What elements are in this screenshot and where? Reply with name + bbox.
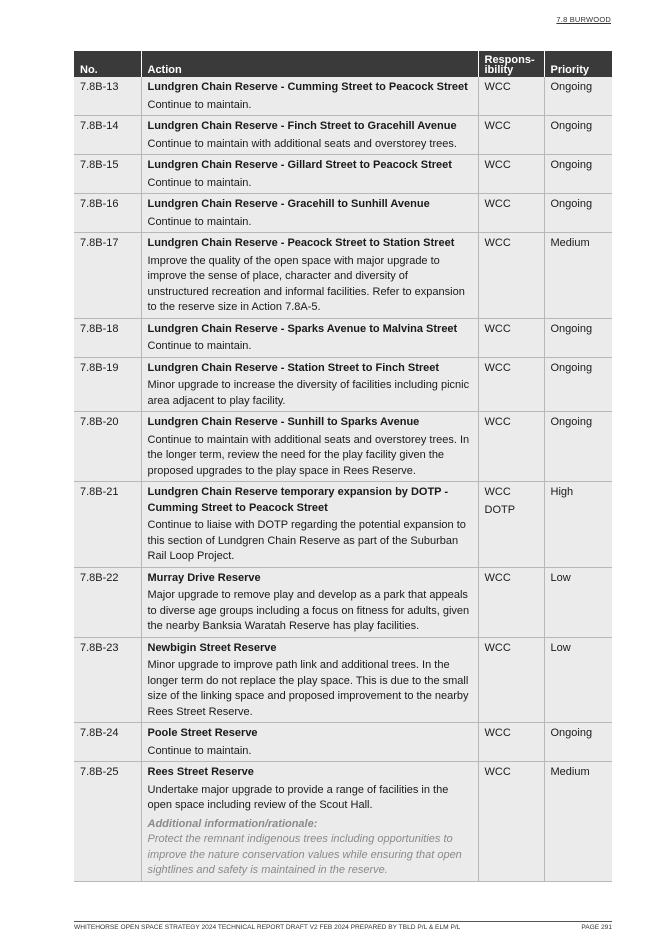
action-title: Rees Street Reserve	[147, 766, 254, 778]
resp-header-line1: Respons-	[484, 54, 535, 66]
section-reference: 7.8 BURWOOD	[556, 15, 611, 24]
column-header-no: No.	[74, 51, 141, 77]
responsible-party: WCC	[484, 571, 511, 584]
column-header-action: Action	[141, 51, 478, 77]
table-row	[74, 482, 612, 568]
action-title: Poole Street Reserve	[147, 727, 258, 739]
priority-cell: Medium	[544, 762, 612, 882]
action-number: 7.8B-18	[74, 318, 141, 357]
priority-cell: Ongoing	[544, 412, 612, 482]
action-cell	[141, 567, 478, 637]
responsibility-cell	[478, 155, 544, 194]
responsible-party: WCC	[484, 486, 511, 498]
table-row	[74, 77, 612, 116]
responsibility-cell	[478, 567, 544, 637]
resp-header-line2: ibility	[484, 64, 514, 76]
table-row	[74, 637, 612, 723]
action-number: 7.8B-25	[74, 762, 141, 882]
action-number: 7.8B-20	[74, 412, 141, 482]
action-cell	[141, 318, 478, 357]
table-row	[74, 412, 612, 482]
action-title: Lundgren Chain Reserve temporary expansion by DOTP - Cumming Street to Peacock Street	[147, 486, 449, 514]
action-description: Continue to maintain with additional seats and overstorey trees.	[147, 137, 457, 150]
rationale-text: Protect the remnant indigenous trees including opportunities to improve the nature conservation values while ensuring that open sightlines and safety is maintained in the reserve.	[147, 833, 462, 876]
priority-cell: Ongoing	[544, 194, 612, 233]
responsibility-cell	[478, 233, 544, 319]
actions-table	[74, 51, 612, 882]
action-description: Continue to maintain.	[147, 744, 252, 757]
action-cell	[141, 482, 478, 568]
action-title: Lundgren Chain Reserve - Station Street to Finch Street	[147, 361, 440, 374]
responsible-party: WCC	[484, 416, 511, 428]
table-header-row	[74, 51, 612, 77]
footer-page-number: PAGE 291	[581, 924, 612, 931]
action-description: Continue to maintain.	[147, 176, 252, 189]
action-number: 7.8B-19	[74, 357, 141, 412]
action-cell	[141, 357, 478, 412]
responsible-party: WCC	[484, 361, 511, 374]
action-number: 7.8B-23	[74, 637, 141, 723]
action-cell	[141, 233, 478, 319]
table-row	[74, 233, 612, 319]
action-cell	[141, 762, 478, 882]
table-row	[74, 357, 612, 412]
action-number: 7.8B-21	[74, 482, 141, 568]
priority-cell: Ongoing	[544, 723, 612, 762]
responsibility-cell	[478, 194, 544, 233]
action-cell	[141, 116, 478, 155]
action-cell	[141, 77, 478, 116]
priority-cell: Ongoing	[544, 155, 612, 194]
action-cell	[141, 194, 478, 233]
action-description: Continue to maintain with additional seats and overstorey trees. In the longer term, review the need for the play facility given the proposed upgrades to the play space in Rees Reserve.	[147, 433, 470, 477]
action-title: Lundgren Chain Reserve - Gracehill to Sunhill Avenue	[147, 198, 430, 210]
action-title: Lundgren Chain Reserve - Gillard Street to Peacock Street	[147, 159, 452, 171]
action-description: Minor upgrade to increase the diversity of facilities including picnic area adjacent to play facility.	[147, 379, 470, 407]
action-title: Lundgren Chain Reserve - Peacock Street to Station Street	[147, 237, 455, 249]
rationale-heading: Additional information/rationale:	[147, 817, 318, 830]
action-cell	[141, 412, 478, 482]
action-cell	[141, 637, 478, 723]
table-row	[74, 567, 612, 637]
action-number: 7.8B-14	[74, 116, 141, 155]
action-title: Lundgren Chain Reserve - Finch Street to Gracehill Avenue	[147, 120, 457, 132]
priority-cell: Low	[544, 567, 612, 637]
responsibility-cell	[478, 482, 544, 568]
responsible-party: WCC	[484, 120, 511, 132]
responsible-party: WCC	[484, 159, 511, 171]
responsibility-cell	[478, 412, 544, 482]
action-title: Murray Drive Reserve	[147, 571, 261, 584]
responsibility-cell	[478, 77, 544, 116]
priority-cell: Low	[544, 637, 612, 723]
action-cell	[141, 723, 478, 762]
table-row	[74, 116, 612, 155]
action-description: Minor upgrade to improve path link and additional trees. In the longer term do not replace the play space. This is due to the small size of the linking space and proposed improvement to the nearby Rees Street Reserve.	[147, 659, 469, 718]
responsibility-cell	[478, 762, 544, 882]
priority-cell: Ongoing	[544, 318, 612, 357]
table-row	[74, 155, 612, 194]
priority-cell: Ongoing	[544, 357, 612, 412]
responsibility-cell	[478, 318, 544, 357]
action-number: 7.8B-24	[74, 723, 141, 762]
action-description: Continue to liaise with DOTP regarding the potential expansion to this section of Lundgren Chain Reserve as part of the Suburban Rail Loop Project.	[147, 519, 466, 562]
action-number: 7.8B-16	[74, 194, 141, 233]
action-number: 7.8B-15	[74, 155, 141, 194]
priority-cell: High	[544, 482, 612, 568]
column-header-priority: Priority	[544, 51, 612, 77]
responsible-party: WCC	[484, 198, 511, 210]
priority-cell: Ongoing	[544, 77, 612, 116]
priority-cell: Ongoing	[544, 116, 612, 155]
table-row	[74, 318, 612, 357]
responsibility-cell	[478, 637, 544, 723]
action-title: Lundgren Chain Reserve - Cumming Street to Peacock Street	[147, 81, 468, 93]
action-number: 7.8B-22	[74, 567, 141, 637]
responsible-party: WCC	[484, 766, 511, 778]
table-row	[74, 762, 612, 882]
responsibility-cell	[478, 723, 544, 762]
action-description: Improve the quality of the open space with major upgrade to improve the sense of place, character and diversity of unstructured recreation and informal facilities. Refer to expansion to the reserve size in Action 7.8A-5.	[147, 254, 465, 313]
responsibility-cell	[478, 357, 544, 412]
action-title: Lundgren Chain Reserve - Sparks Avenue to Malvina Street	[147, 322, 458, 335]
action-cell	[141, 155, 478, 194]
action-description: Major upgrade to remove play and develop as a park that appeals to diverse age groups including a focus on fitness for adults, given the nearby Banksia Waratah Reserve has play facilities.	[147, 589, 470, 632]
responsible-party: WCC	[484, 727, 511, 739]
responsibility-cell	[478, 116, 544, 155]
action-description: Continue to maintain.	[147, 340, 252, 352]
table-row	[74, 194, 612, 233]
column-header-responsibility	[478, 51, 544, 77]
action-title: Newbigin Street Reserve	[147, 641, 277, 654]
action-number: 7.8B-13	[74, 77, 141, 116]
responsible-party: DOTP	[484, 503, 516, 516]
responsible-party: WCC	[484, 641, 511, 654]
action-description: Undertake major upgrade to provide a range of facilities in the open space including review of the Scout Hall.	[147, 783, 449, 811]
responsible-party: WCC	[484, 322, 511, 335]
table-body	[74, 77, 612, 881]
footer-report-title: WHITEHORSE OPEN SPACE STRATEGY 2024 TECHNICAL REPORT DRAFT V2 FEB 2024 PREPARED BY TBLD P/L & ELM P/L	[74, 924, 461, 931]
action-number: 7.8B-17	[74, 233, 141, 319]
action-title: Lundgren Chain Reserve - Sunhill to Sparks Avenue	[147, 416, 420, 428]
action-description: Continue to maintain.	[147, 215, 252, 228]
responsible-party: WCC	[484, 81, 511, 93]
page-footer	[74, 921, 612, 931]
table-row	[74, 723, 612, 762]
priority-cell: Medium	[544, 233, 612, 319]
responsible-party: WCC	[484, 237, 511, 249]
action-description: Continue to maintain.	[147, 98, 252, 111]
